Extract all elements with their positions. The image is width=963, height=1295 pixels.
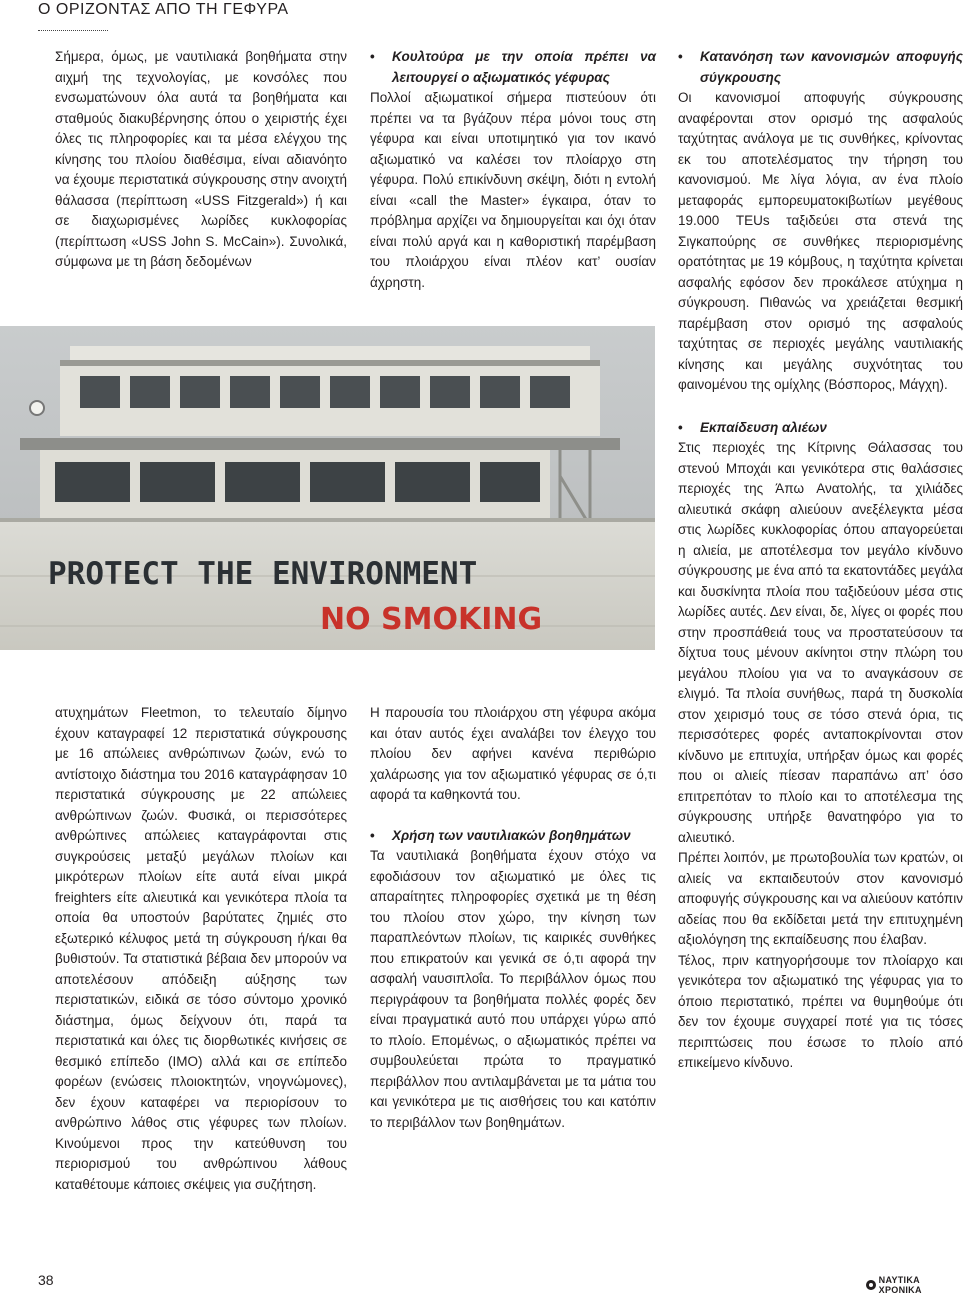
bullet-heading [370, 826, 656, 847]
column-2-bottom [370, 703, 656, 1133]
body-paragraph: ατυχημάτων Fleetmon, το τελευταίο δίμηνο έχουν καταγραφεί 12 περιστατικά σύγκρουσης με 16 απώλειες ανθρώπινων ζωών, ενώ το αντίστοιχο διάστημα του 2016 καταγράφησαν 10 περιστατικά σύγκρουσης με 22 απώλειες ανθρώπινων ζωών. Φυσικά, οι περισσότερες ανθρώπινες απώλειες καταγράφονται στις συγκρούσεις μεταξύ μεγάλων πλοίων και μικρότερων πλοίων είτε αυτά είναι μικρά freighters είτε αλιευτικά και γενικότερα πλοία τα οποία θα υποστούν βαρύτατες ζημιές στο εξωτερικό κέλυφος μετά τη σύγκρουση ή/και θα βυθιστούν. Τα στατιστικά βέβαια δεν μπορούν να αποτελέσουν απόδειξη αύξησης των περιστατικών, ειδικά σε τόσο σύντομο χρονικό διάστημα, όμως δείχνουν ότι, παρά τα περιστατικά και όλες τις διορθωτικές κινήσεις σε θεσμικό επίπεδο (IMO) αλλά και σε επίπεδο φορέων (ενώσεις πλοιοκτητών, νηογνώμονες), δεν έχουν καταφέρει να περιορίσουν το ανθρώπινο λάθος στις γέφυρες των πλοίων. Κινούμενοι προς την κατεύθυνση του περιορισμού του ανθρώπινου λάθους καταθέτουμε κάποιες σκέψεις για συζήτηση. [55, 705, 347, 1192]
bullet-heading-text: Κουλτούρα με την οποία πρέπει να λειτουργεί ο αξιωματικός γέφυρας [392, 49, 656, 85]
brand-name: ΝΑΥΤΙΚΑ ΧΡΟΝΙΚΑ [878, 1275, 922, 1295]
bullet-heading-text: Χρήση των ναυτιλιακών βοηθημάτων [392, 827, 631, 843]
body-paragraph: Τα ναυτιλιακά βοηθήματα έχουν στόχο να εφοδιάσουν τον αξιωματικό με όλες τις απαραίτητες πληροφορίες σχετικά με τη θέση του πλοίου στον χώρο, την κίνηση των παραπλεόντων πλοίων, τις καιρικές συνθήκες που επικρατούν και γενικά σε ό,τι αφορά την ασφαλή ναυσιπλοΐα. Το περιβάλλον όμως που περιγράφουν τα βοηθήματα πολλές φορές δεν είναι πραγματικά αυτό που υπάρχει γύρω από το πλοίο. Επομένως, ο αξιωματικός πρέπει να συμβουλεύεται πρώτα το πραγματικό περιβάλλον που αντιλαμβάνεται με τα μάτια του και γενικότερα με τις αισθήσεις του και κατόπιν το περιβάλλον των βοηθημάτων. [370, 848, 656, 1130]
sign-protect-environment: PROTECT THE ENVIRONMENT [48, 556, 478, 592]
body-paragraph: Πρέπει λοιπόν, με πρωτοβουλία των κρατών, οι αλιείς να εκπαιδευτούν στον κανονισμό αποφυγής σύγκρουσης και να αλιεύουν κατόπιν αδείας που θα εκδίδεται μετά την επιτυχημένη αξιολόγηση της εκπαίδευσης που έλαβαν. [678, 850, 963, 947]
header-divider [38, 30, 108, 31]
column-1-bottom [55, 703, 347, 1195]
body-paragraph: Η παρουσία του πλοιάρχου στη γέφυρα ακόμα και όταν αυτός έχει αναλάβει τον έλεγχο του πλοίου δεν αφήνει κανένα περιθώριο χαλάρωσης για τον αξιωματικό γέφυρας σε ό,τι αφορά τα καθηκοντά του. [370, 705, 656, 802]
bullet-heading [678, 418, 963, 439]
section-title: Ο ΟΡΙΖΟΝΤΑΣ ΑΠΟ ΤΗ ΓΕΦΥΡΑ [38, 1, 289, 18]
body-paragraph: Οι κανονισμοί αποφυγής σύγκρουσης αναφέρονται στον ορισμό της ασφαλούς ταχύτητας ανάλογα με τις συνθήκες, κρίνοντας εκ του αποτελέσματος την τήρηση του κανονισμού. Με λίγα λόγια, αν ένα πλοίο μεταφοράς εμπορευματοκιβωτίων μεγέθους 19.000 TEUs ταξιδεύει στα στενά της Σιγκαπούρης σε συνθήκες περιορισμένης ορατότητας με 19 κόμβους, η ταχύτητα κρίνεται ασφαλής εφόσον δεν προκάλεσε ατύχημα η σύγκρουση. Πιθανώς να χρειάζεται θεσμική παρέμβαση στον ορισμό της ασφαλούς ταχύτητας σε περιοχές μεγάλης ναυτιλιακής κίνησης και μεγάλης συχνότητας του φαινομένου της ομίχλης (Βόσπορος, Μάγχη). [678, 90, 963, 392]
page-header [38, 0, 638, 31]
body-paragraph: Σήμερα, όμως, με ναυτιλιακά βοηθήματα στην αιχμή της τεχνολογίας, με κονσόλες που ενσωματώνουν όλα αυτά τα βοηθήματα και σταθμούς διακυβέρνησης όπου ο χειριστής έχει όλες τις πληροφορίες και τα μέσα ελέγχου της κίνησης του πλοίου διαθέσιμα, είναι αδιανόητο να έχουμε περιστατικά σύγκρουσης στην ανοιχτή θάλασσα (περίπτωση «USS Fitzgerald») ή και σε διαχωρισμένες λωρίδες κυκλοφορίας (περίπτωση «USS John S. McCain»). Συνολικά, σύμφωνα με τη βάση δεδομένων [55, 49, 347, 269]
brand-logo-icon [866, 1280, 876, 1290]
body-paragraph: Πολλοί αξιωματικοί σήμερα πιστεύουν ότι πρέπει να τα βγάζουν πέρα μόνοι τους στη γέφυρα και είναι υποτιμητικό για τον ικανό αξιωματικό να καλέσει τον πλοίαρχο στη γέφυρα. Πολύ επικίνδυνη σκέψη, διότι η εντολή είναι «call the Master» έγκαιρα, όταν το πρόβλημα αρχίζει να δημιουργείται και όχι όταν είναι πολύ αργά και η καθοριστική παρέμβαση του πλοιάρχου είναι πλέον κατ’ ουσίαν άχρηστη. [370, 90, 656, 290]
magazine-brand [866, 1275, 963, 1295]
body-paragraph: Στις περιοχές της Κίτρινης Θάλασσας του στενού Μποχάι και γενικότερα στις θαλάσσιες περιοχές της Άπω Ανατολής, τα χιλιάδες αλιευτικά σκάφη αλιεύουν ανεξέλεγκτα μέσα στις λωρίδες κυκλοφορίας όπου απαγορεύεται η αλιεία, με αποτέλεσμα τον μεγάλο κίνδυνο σύγκρουσης με ένα από τα εκατοντάδες μεγάλα και δυσκίνητα πλοία που ταξιδεύουν μέσα στις λωρίδες αυτές. Δεν είναι, δε, λίγες οι φορές που στην προσπάθειά τους να προστατεύσουν τα δίχτυα τους μένουν ακίνητοι στην πλώρη του μεγάλου πλοίου για να το αναγκάσουν σε ελιγμό. Τα πλοία συνήθως, παρά τη δυσκολία στον χειρισμό τους σε τόσο στενά όρια, τις περισσότερες φορές ανταποκρίνονται στον κίνδυνο με επιτυχία, υπήρξαν όμως και φορές που οι αλιείς πίεσαν παραπάνω απ’ όσο επιτρεπόταν το πλοίο και το αποτέλεσμα της σύγκρουσης υπήρξε θανατηφόρο για το αλιευτικό. [678, 440, 963, 845]
bullet-icon: • [370, 827, 375, 843]
bullet-heading-text: Κατανόηση των κανονισμών αποφυγής σύγκρουσης [700, 49, 963, 85]
ship-bridge-photo [0, 326, 655, 650]
page-number: 38 [38, 1272, 54, 1288]
bullet-heading [370, 47, 656, 88]
column-1-top [55, 47, 347, 273]
column-3 [678, 47, 963, 1074]
bullet-icon: • [370, 49, 375, 64]
bullet-heading-text: Εκπαίδευση αλιέων [700, 419, 827, 435]
bullet-icon: • [678, 49, 683, 64]
bullet-heading [678, 47, 963, 88]
bullet-icon: • [678, 419, 683, 435]
ship-bridge-illustration [0, 326, 655, 650]
sign-no-smoking: NO SMOKING [320, 602, 543, 637]
column-2-top [370, 47, 656, 293]
body-paragraph: Τέλος, πριν κατηγορήσουμε τον πλοίαρχο και γενικότερα τον αξιωματικό της γέφυρας για το όποιο περιστατικό, πρέπει να θυμηθούμε ότι δεν τον έχουμε συγχαρεί ποτέ για τις τόσες περιπτώσεις που έσωσε το πλοίο από επικείμενο κίνδυνο. [678, 952, 963, 1070]
